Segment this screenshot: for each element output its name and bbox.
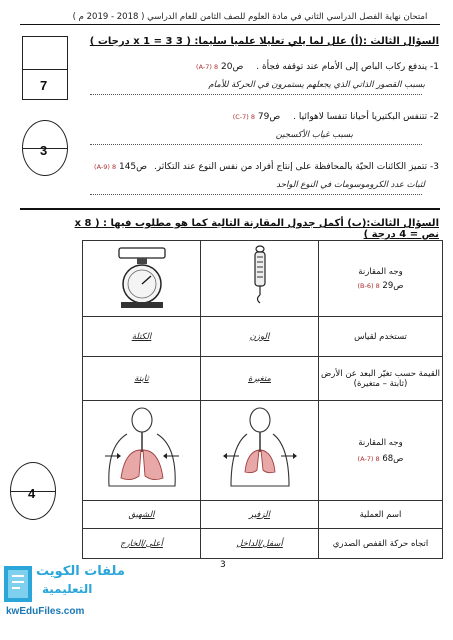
answer-a1: بسبب القصور الذاتي الذي يجعلهم يستمرون في الحركة للأمام (208, 80, 425, 90)
header-divider (20, 24, 440, 25)
comparison-table (82, 240, 443, 559)
row4-page-ref: ص68 (382, 453, 404, 464)
table-row (83, 357, 443, 401)
cell-label-direction: اتجاه حركة القفص الصدري (319, 529, 443, 559)
question-a3-code-ref: 8 (A-9) (94, 163, 117, 171)
question-a2-code-ref: 8 (C-7) (232, 113, 256, 121)
table-row (83, 501, 443, 529)
row4-label: وجه المقارنة (358, 437, 403, 448)
cell-inhale-direction: أعلى/الخارج (83, 529, 201, 559)
cell-comparison-label-2 (319, 401, 443, 501)
cell-spring-image (201, 241, 319, 317)
answer-line-a3 (90, 194, 422, 195)
answer-a2: بسبب غياب الأكسجين (275, 130, 353, 140)
cell-exhale-direction: أسفل/الداخل (201, 529, 319, 559)
watermark-logo (0, 560, 140, 640)
row1-page-ref: ص29 (382, 280, 404, 291)
question-a2-page-ref: ص79 (257, 112, 281, 122)
cell-label-value: القيمة حسب تغيّر البعد عن الأرض (ثابتة – متغيرة) (319, 357, 443, 401)
cell-exhale-image (201, 401, 319, 501)
cell-inhale-process: الشهيق (83, 501, 201, 529)
answer-a3: لثبات عدد الكروموسومات في النوع الواحد (276, 180, 425, 190)
balance-scale-icon (107, 244, 177, 310)
section-b-title: السؤال الثالث:(ب) أكمل جدول المقارنة التالية كما هو مطلوب فيها : ( 8 x نص = 4 درجة ) (74, 218, 439, 240)
answer-line-a2 (90, 144, 422, 145)
cell-exhale-process: الزفير (201, 501, 319, 529)
watermark-line2: التعليمية (42, 582, 93, 596)
score-oval-b-value: 4 (28, 486, 36, 501)
row1-code-ref: 8 (B-6) (357, 281, 380, 290)
cell-label-measures: تستخدم لقياس (319, 317, 443, 357)
question-a2-text: 2- تتنفس البكتيريا أحيانا تنفسا لاهوائيا . (293, 112, 439, 122)
cell-spring-value: متغيرة (201, 357, 319, 401)
question-a1 (89, 62, 439, 72)
cell-balance-image (83, 241, 201, 317)
table-row (83, 317, 443, 357)
question-a1-code-ref: 8 (A-7) (196, 63, 219, 71)
spring-scale-icon (235, 243, 285, 311)
lungs-exhale-icon (215, 406, 305, 492)
section-divider (20, 208, 440, 210)
cell-label-process: اسم العملية (319, 501, 443, 529)
table-row (83, 401, 443, 501)
question-a3-page-ref: ص145 (118, 162, 148, 172)
question-a1-text: 1- يندفع ركاب الباص إلى الأمام عند توقفه فجأة . (256, 62, 439, 72)
watermark-url: kwEduFiles.com (6, 606, 85, 617)
section-a-title: السؤال الثالث :(أ) علل لما يلي تعليلا علميا سليما: ( 3 x 1 = 3 درجات ) (89, 36, 439, 47)
row4-code-ref: 8 (A-7) (357, 454, 380, 463)
question-a3 (87, 162, 439, 172)
cell-spring-measures: الوزن (201, 317, 319, 357)
lungs-inhale-icon (97, 406, 187, 492)
question-a1-page-ref: ص20 (221, 62, 244, 72)
exam-header: امتحان نهاية الفصل الدراسي الثاني في مادة العلوم للصف الثامن للعام الدراسي ( 2018 - 2019 م ) (72, 12, 428, 22)
cell-inhale-image (83, 401, 201, 501)
question-a2 (89, 112, 439, 122)
question-a3-text: 3- تتميز الكائنات الحيّة بالمحافظة على إنتاج أفراد من نفس النوع عند التكاثر. (153, 162, 439, 172)
cell-balance-value: ثابتة (83, 357, 201, 401)
watermark-line1: ملفات الكويت (36, 564, 125, 579)
cell-comparison-label-1 (319, 241, 443, 317)
table-row (83, 529, 443, 559)
answer-line-a1 (90, 94, 422, 95)
score-box-divider (23, 69, 67, 70)
score-oval-a-value: 3 (40, 143, 48, 158)
score-box-value: 7 (40, 78, 48, 93)
table-row (83, 241, 443, 317)
cell-balance-measures: الكتلة (83, 317, 201, 357)
row1-label: وجه المقارنة (358, 266, 403, 277)
page-number: 3 (220, 560, 226, 570)
